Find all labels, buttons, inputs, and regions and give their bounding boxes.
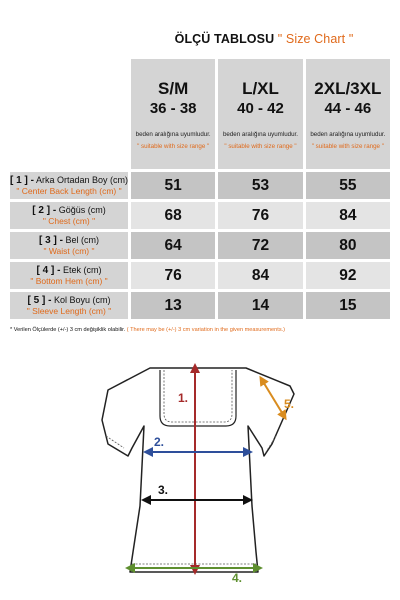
footnote-en: ( There may be (+/-) 3 cm variation in the given measurements.) — [126, 327, 286, 333]
value-cell: 53 — [218, 172, 302, 199]
row-label-tr: Bel (cm) — [65, 234, 99, 245]
size-note-en: " suitable with size range " — [137, 143, 210, 150]
table-row — [10, 292, 390, 319]
row-label-tr: Kol Boyu (cm) — [53, 294, 111, 305]
footnote-tr: * Verilen Ölçülerde (+/-) 3 cm değişiklik olabilir. — [10, 327, 126, 333]
size-name: L/XL — [242, 79, 279, 98]
size-chart-table — [7, 56, 393, 322]
value-cell: 76 — [131, 262, 215, 289]
size-range: 44 - 46 — [324, 100, 372, 117]
row-label-tr: Göğüs (cm) — [58, 204, 106, 215]
measure-line-sleeve — [262, 380, 284, 416]
row-label-en: " Sleeve Length (cm) " — [26, 305, 112, 316]
value-cell: 84 — [306, 202, 390, 229]
row-label-bottom-hem — [10, 262, 128, 289]
value-cell: 51 — [131, 172, 215, 199]
row-label-en: " Center Back Length (cm) " — [16, 185, 122, 196]
size-name: 2XL/3XL — [314, 79, 382, 98]
table-row — [10, 202, 390, 229]
row-number: [ 1 ] - — [10, 174, 34, 186]
chart-title-en: " Size Chart " — [277, 32, 354, 46]
table-row — [10, 172, 390, 199]
row-label-en: " Waist (cm) " — [43, 245, 95, 256]
logo-cell — [10, 59, 128, 169]
row-label-tr: Arka Ortadan Boy (cm) — [35, 174, 128, 185]
row-label-sleeve-length — [10, 292, 128, 319]
value-cell: 84 — [218, 262, 302, 289]
chart-title — [128, 32, 400, 46]
measure-label-5: 5. — [284, 397, 295, 411]
row-label-en: " Chest (cm) " — [42, 215, 96, 226]
size-header-row — [10, 59, 390, 169]
row-label-chest — [10, 202, 128, 229]
table-row — [10, 232, 390, 259]
size-column-s-m — [131, 59, 215, 169]
size-note-en: " suitable with size range " — [311, 143, 384, 150]
measure-label-4: 4. — [232, 571, 243, 585]
garment-measurement-diagram — [0, 356, 400, 600]
shirt-neckline — [160, 370, 236, 426]
row-number: [ 2 ] - — [32, 204, 57, 216]
size-column-2xl-3xl — [306, 59, 390, 169]
measure-label-2: 2. — [154, 435, 165, 449]
footnote — [10, 327, 285, 333]
value-cell: 13 — [131, 292, 215, 319]
value-cell: 92 — [306, 262, 390, 289]
row-label-waist — [10, 232, 128, 259]
row-label-tr: Etek (cm) — [62, 264, 102, 275]
size-note-en: " suitable with size range " — [224, 143, 297, 150]
row-number: [ 4 ] - — [36, 264, 61, 276]
size-note: beden aralığına uyumludur. — [135, 131, 211, 138]
row-label-en: " Bottom Hem (cm) " — [30, 275, 108, 286]
shirt-outline — [102, 368, 294, 572]
row-number: [ 5 ] - — [27, 294, 52, 306]
value-cell: 76 — [218, 202, 302, 229]
value-cell: 80 — [306, 232, 390, 259]
value-cell: 15 — [306, 292, 390, 319]
measure-label-3: 3. — [158, 483, 169, 497]
value-cell: 68 — [131, 202, 215, 229]
row-label-center-back-length — [10, 172, 128, 199]
row-number: [ 3 ] - — [39, 234, 63, 246]
size-range: 36 - 38 — [149, 100, 197, 117]
size-column-l-xl — [218, 59, 302, 169]
size-name: S/M — [158, 79, 189, 98]
size-range: 40 - 42 — [237, 100, 284, 117]
value-cell: 55 — [306, 172, 390, 199]
value-cell: 14 — [218, 292, 302, 319]
table-row — [10, 262, 390, 289]
size-note: beden aralığına uyumludur. — [310, 131, 386, 138]
measure-label-1: 1. — [178, 391, 189, 405]
chart-title-tr: ÖLÇÜ TABLOSU — [174, 32, 275, 46]
value-cell: 72 — [218, 232, 302, 259]
value-cell: 64 — [131, 232, 215, 259]
size-note: beden aralığına uyumludur. — [222, 131, 298, 138]
